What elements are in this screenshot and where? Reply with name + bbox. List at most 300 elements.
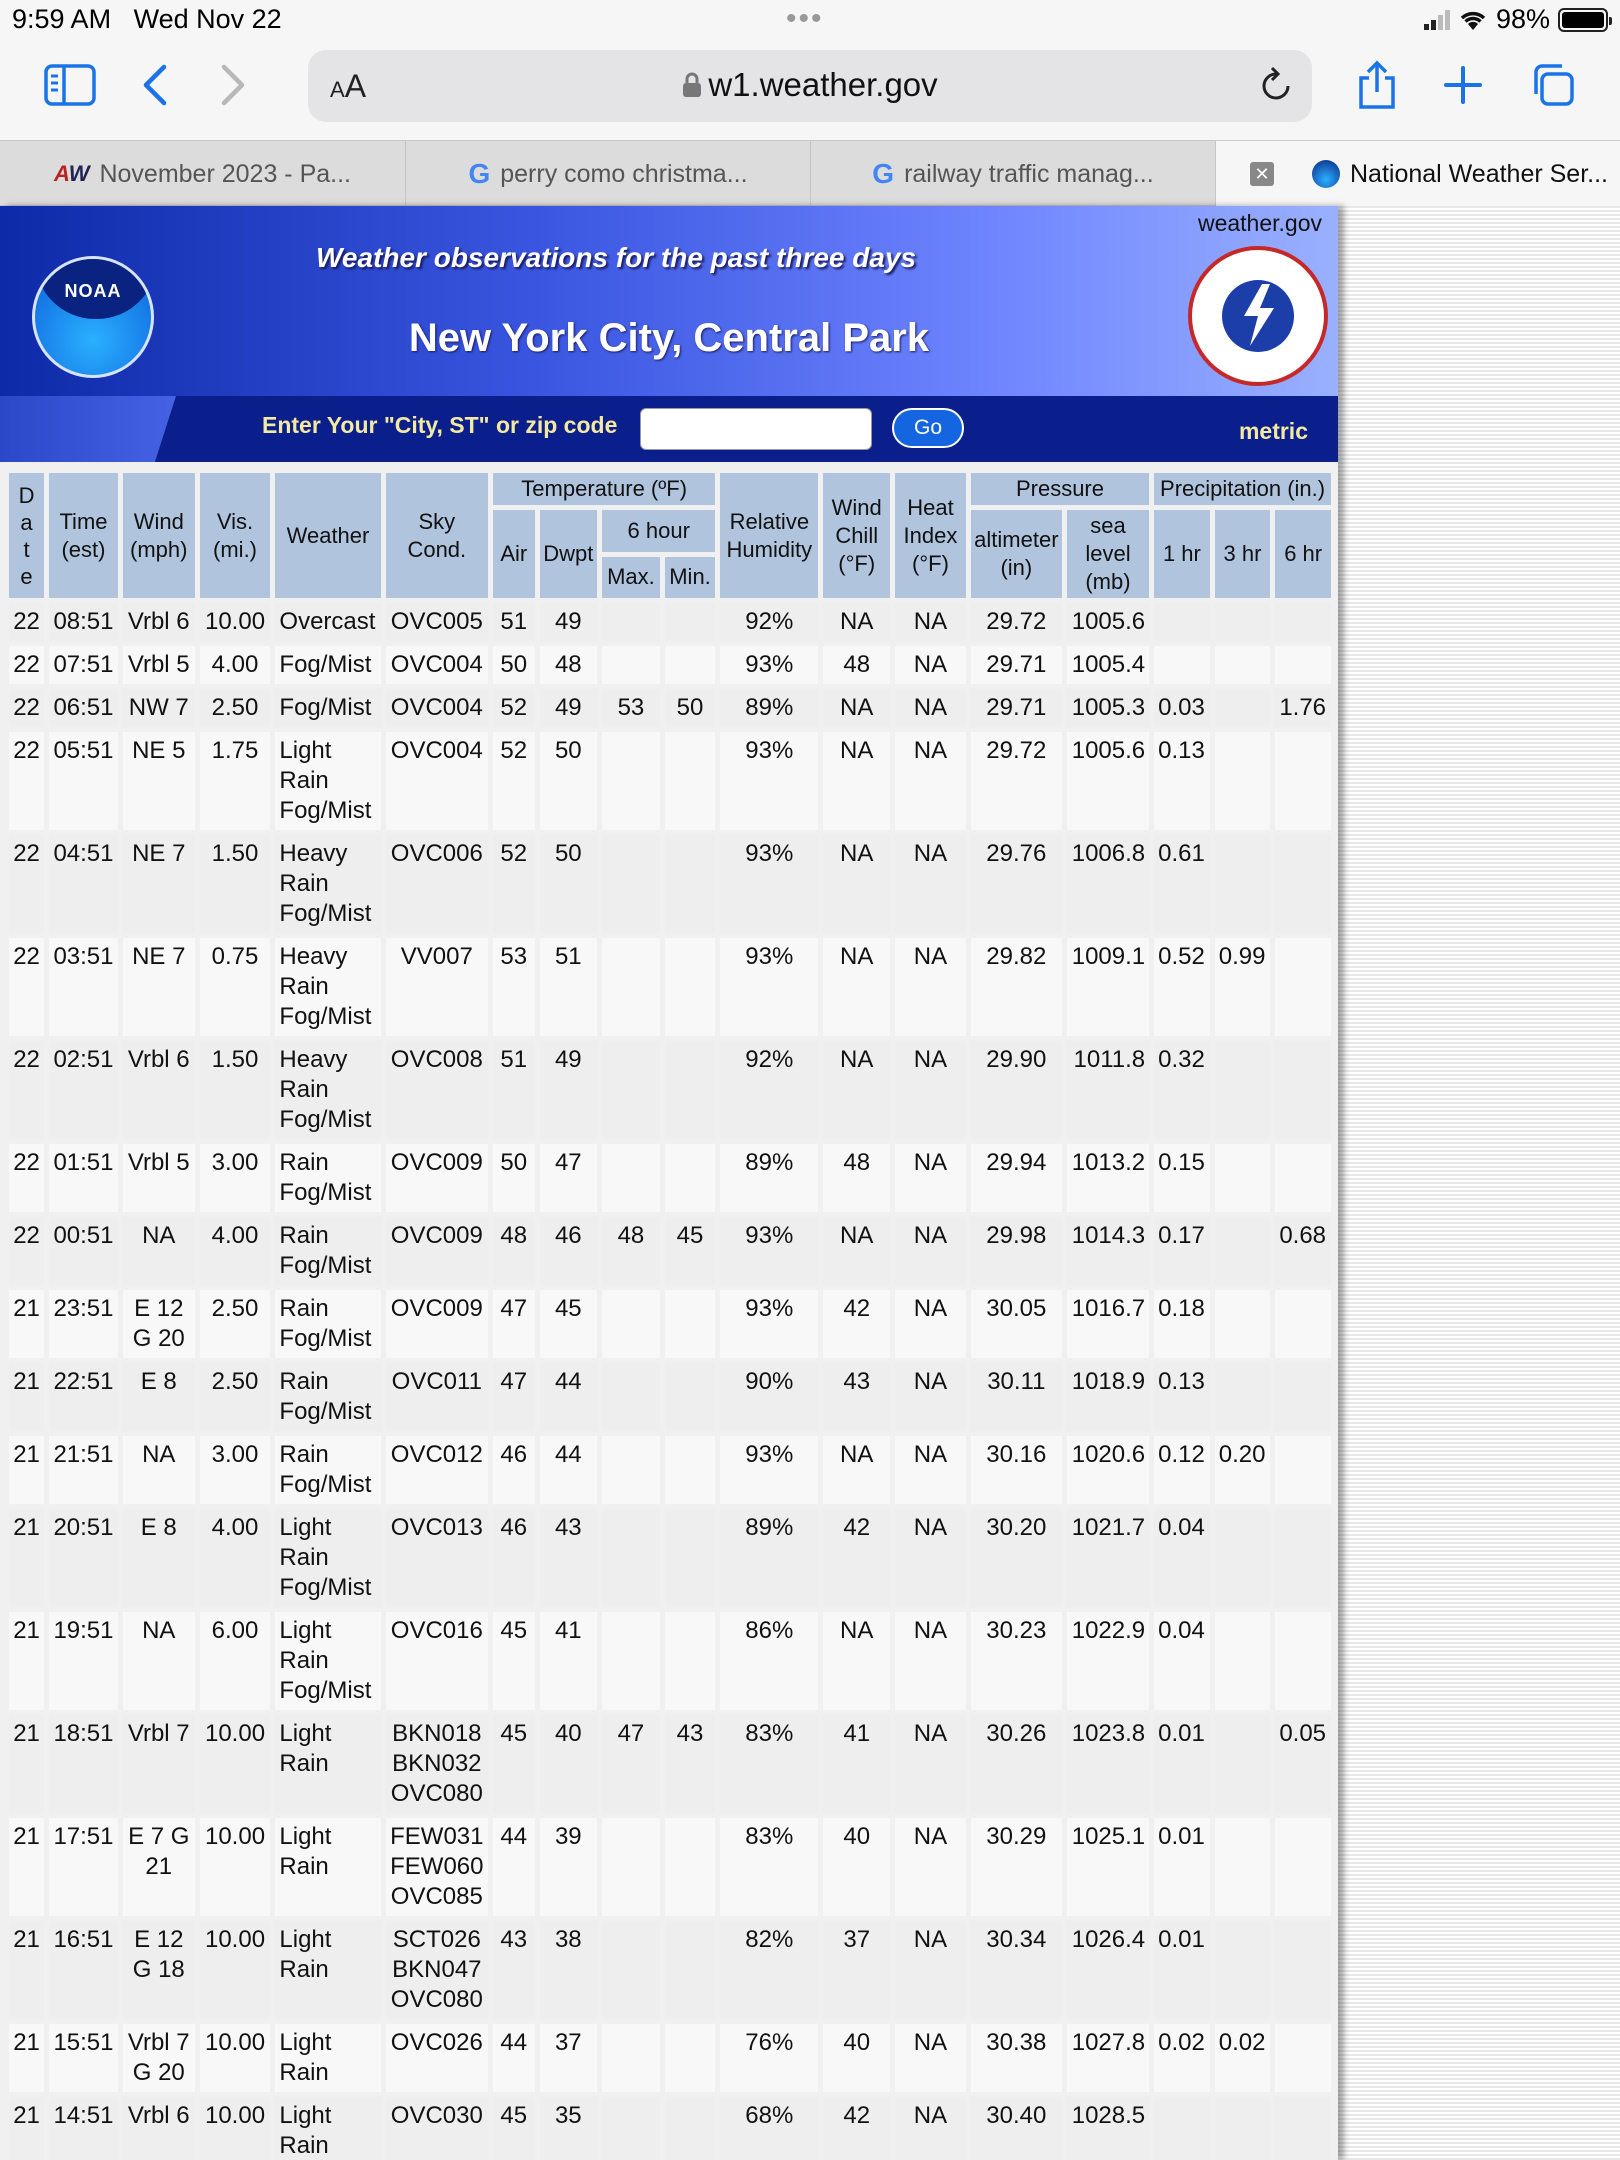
- cell-weather: [275, 1436, 380, 1504]
- cell-wind-line: NE 5: [132, 737, 186, 764]
- cell-weather-line: Fog/Mist: [279, 1398, 372, 1425]
- cell-precip-3hr: [1215, 1041, 1271, 1139]
- cell-weather-line: Rain: [279, 870, 329, 897]
- cell-wind: [123, 732, 195, 830]
- cell-dewpoint: 51: [540, 938, 598, 1036]
- cell-wind-line: NA: [142, 1617, 176, 1644]
- cell-date: 21: [9, 2024, 44, 2092]
- cell-max-temp: [602, 1509, 660, 1607]
- cell-wind-chill: 48: [823, 646, 890, 684]
- observations-body: [9, 603, 1331, 2160]
- header-sea-level: sea level (mb): [1067, 510, 1149, 598]
- cell-weather: [275, 732, 380, 830]
- cell-weather-line: Fog/Mist: [279, 1252, 372, 1279]
- cell-sky-condition: [386, 603, 488, 641]
- cell-time: 01:51: [49, 1144, 118, 1212]
- cell-weather-line: Heavy: [279, 1046, 348, 1073]
- cell-dewpoint: 43: [540, 1509, 598, 1607]
- cell-weather-line: Overcast: [279, 608, 376, 635]
- cell-heat-index: NA: [895, 835, 966, 933]
- cell-heat-index: NA: [895, 2097, 966, 2160]
- cell-dewpoint: 40: [540, 1715, 598, 1813]
- cell-visibility: 2.50: [200, 1290, 271, 1358]
- cell-precip-6hr: [1275, 938, 1331, 1036]
- cell-sea-level: 1005.3: [1067, 689, 1149, 727]
- cell-humidity: 93%: [720, 835, 818, 933]
- table-row: [9, 1436, 1331, 1504]
- cell-sky-condition-line: OVC009: [390, 1149, 483, 1176]
- cell-min-temp: [665, 1818, 716, 1916]
- cell-sky-condition: [386, 1509, 488, 1607]
- cell-precip-3hr: [1215, 1818, 1271, 1916]
- cell-precip-1hr: 0.32: [1154, 1041, 1210, 1139]
- cell-precip-1hr: [1154, 646, 1210, 684]
- cell-precip-3hr: [1215, 1217, 1271, 1285]
- cell-wind-line: E 8: [140, 1514, 177, 1541]
- cell-humidity: 89%: [720, 689, 818, 727]
- browser-toolbar: [0, 44, 1620, 140]
- cell-precip-6hr: [1275, 1436, 1331, 1504]
- cell-weather: [275, 603, 380, 641]
- cell-sky-condition-line: OVC013: [390, 1514, 483, 1541]
- address-bar[interactable]: [308, 50, 1312, 122]
- cell-precip-6hr: [1275, 1612, 1331, 1710]
- cell-date: 21: [9, 1818, 44, 1916]
- cell-time: 00:51: [49, 1217, 118, 1285]
- cell-min-temp: 45: [665, 1217, 716, 1285]
- cell-visibility: 10.00: [200, 1715, 271, 1813]
- cell-wind-line: Vrbl 6: [127, 2102, 190, 2129]
- cell-altimeter: 29.82: [971, 938, 1062, 1036]
- cell-sky-condition-line: OVC030: [390, 2102, 483, 2129]
- cell-min-temp: [665, 1921, 716, 2019]
- cell-altimeter: 30.20: [971, 1509, 1062, 1607]
- cell-dewpoint: 47: [540, 1144, 598, 1212]
- cell-weather-line: Fog/Mist: [279, 694, 372, 721]
- cell-min-temp: [665, 1144, 716, 1212]
- cell-wind: [123, 1363, 195, 1431]
- cell-air-temp: 46: [493, 1436, 534, 1504]
- cell-precip-6hr: [1275, 2097, 1331, 2160]
- cell-dewpoint: 41: [540, 1612, 598, 1710]
- cell-wind: [123, 1217, 195, 1285]
- table-row: [9, 835, 1331, 933]
- header-six-hour: 6 hour: [602, 510, 715, 552]
- cell-max-temp: [602, 646, 660, 684]
- cell-heat-index: NA: [895, 603, 966, 641]
- cell-precip-3hr: [1215, 732, 1271, 830]
- cell-wind-line: NE 7: [132, 943, 186, 970]
- cell-humidity: 83%: [720, 1818, 818, 1916]
- cell-wind-line: 21: [145, 1853, 173, 1880]
- cell-visibility: 3.00: [200, 1436, 271, 1504]
- cell-precip-1hr: [1154, 603, 1210, 641]
- cell-weather: [275, 1041, 380, 1139]
- cell-wind: [123, 1818, 195, 1916]
- cell-sky-condition-line: BKN032: [392, 1750, 482, 1777]
- cell-heat-index: NA: [895, 1217, 966, 1285]
- cell-precip-6hr: [1275, 1921, 1331, 2019]
- cell-weather-line: Heavy: [279, 943, 348, 970]
- status-time: 9:59 AM Wed Nov 22: [12, 4, 282, 34]
- cell-heat-index: NA: [895, 1363, 966, 1431]
- cell-max-temp: 47: [602, 1715, 660, 1813]
- cell-time: 16:51: [49, 1921, 118, 2019]
- cell-altimeter: 29.76: [971, 835, 1062, 933]
- cell-date: 21: [9, 1436, 44, 1504]
- back-icon[interactable]: [138, 62, 172, 108]
- cell-sky-condition-line: BKN018: [392, 1720, 482, 1747]
- cell-air-temp: 45: [493, 2097, 534, 2160]
- cell-date: 22: [9, 646, 44, 684]
- cell-sea-level: 1028.5: [1067, 2097, 1149, 2160]
- cell-time: 23:51: [49, 1290, 118, 1358]
- header-altimeter: altimeter (in): [971, 510, 1062, 598]
- cell-sky-condition-line: OVC004: [390, 694, 483, 721]
- cell-air-temp: 47: [493, 1290, 534, 1358]
- cell-humidity: 76%: [720, 2024, 818, 2092]
- header-precip-6hr: 6 hr: [1275, 510, 1331, 598]
- cell-precip-3hr: 0.20: [1215, 1436, 1271, 1504]
- cell-heat-index: NA: [895, 1290, 966, 1358]
- cell-air-temp: 47: [493, 1363, 534, 1431]
- cell-heat-index: NA: [895, 1921, 966, 2019]
- cell-dewpoint: 49: [540, 603, 598, 641]
- cell-wind-line: Vrbl 5: [127, 1149, 190, 1176]
- sidebar-icon[interactable]: [40, 60, 100, 110]
- cell-wind-line: E 12: [134, 1295, 184, 1322]
- cell-wind-line: Vrbl 5: [127, 651, 190, 678]
- cell-max-temp: [602, 1363, 660, 1431]
- page-title: New York City, Central Park: [408, 316, 930, 360]
- cell-wind-chill: 41: [823, 1715, 890, 1813]
- cell-date: 22: [9, 938, 44, 1036]
- cell-weather: [275, 938, 380, 1036]
- cell-precip-1hr: 0.01: [1154, 1818, 1210, 1916]
- cell-visibility: 4.00: [200, 646, 271, 684]
- cell-sky-condition-line: OVC009: [390, 1295, 483, 1322]
- cell-max-temp: 53: [602, 689, 660, 727]
- cell-precip-6hr: [1275, 835, 1331, 933]
- tab-bar: [0, 140, 1620, 206]
- cell-visibility: 2.50: [200, 689, 271, 727]
- tab-national-weather-service[interactable]: ✕ National Weather Ser...: [1216, 141, 1620, 207]
- cell-precip-1hr: 0.13: [1154, 1363, 1210, 1431]
- cell-weather-line: Rain: [279, 1750, 329, 1777]
- cell-air-temp: 52: [493, 732, 534, 830]
- cell-max-temp: [602, 835, 660, 933]
- header-dewpoint: Dwpt: [540, 510, 598, 598]
- cell-date: 22: [9, 1144, 44, 1212]
- cell-humidity: 93%: [720, 1436, 818, 1504]
- cell-sky-condition: [386, 2097, 488, 2160]
- cell-dewpoint: 44: [540, 1436, 598, 1504]
- cell-sky-condition-line: OVC005: [390, 608, 483, 635]
- search-label: Enter Your "City, ST" or zip code: [262, 412, 618, 438]
- cell-wind: [123, 835, 195, 933]
- cell-sky-condition: [386, 1436, 488, 1504]
- table-row: [9, 2024, 1331, 2092]
- cell-weather-line: Fog/Mist: [279, 797, 372, 824]
- cell-dewpoint: 49: [540, 689, 598, 727]
- cell-altimeter: 29.94: [971, 1144, 1062, 1212]
- cell-date: 21: [9, 1363, 44, 1431]
- cell-wind-chill: 42: [823, 1290, 890, 1358]
- cell-sky-condition: [386, 689, 488, 727]
- cell-precip-6hr: [1275, 732, 1331, 830]
- reload-icon[interactable]: [1258, 66, 1294, 109]
- cell-precip-1hr: 0.01: [1154, 1921, 1210, 2019]
- cell-weather-line: Rain: [279, 1853, 329, 1880]
- cell-wind-chill: 37: [823, 1921, 890, 2019]
- tab-perry-como[interactable]: G perry como christma...: [406, 141, 811, 207]
- cell-sky-condition-line: OVC080: [390, 1986, 483, 2013]
- tab-railway-traffic[interactable]: G railway traffic manag...: [811, 141, 1216, 207]
- cell-humidity: 68%: [720, 2097, 818, 2160]
- cell-precip-3hr: [1215, 1509, 1271, 1607]
- reader-aa-button[interactable]: AA: [330, 68, 367, 104]
- cell-min-temp: 50: [665, 689, 716, 727]
- cell-sea-level: 1005.6: [1067, 603, 1149, 641]
- cell-time: 18:51: [49, 1715, 118, 1813]
- cell-altimeter: 30.29: [971, 1818, 1062, 1916]
- cell-date: 22: [9, 603, 44, 641]
- cell-wind: [123, 1041, 195, 1139]
- cell-dewpoint: 50: [540, 835, 598, 933]
- cell-air-temp: 51: [493, 603, 534, 641]
- cell-min-temp: [665, 938, 716, 1036]
- cell-precip-3hr: [1215, 1612, 1271, 1710]
- cell-humidity: 86%: [720, 1612, 818, 1710]
- cell-date: 22: [9, 689, 44, 727]
- cell-wind: [123, 1612, 195, 1710]
- google-favicon-icon: G: [872, 158, 895, 189]
- cell-time: 22:51: [49, 1363, 118, 1431]
- cell-sea-level: 1013.2: [1067, 1144, 1149, 1212]
- noaa-logo[interactable]: NOAA: [32, 256, 154, 378]
- cell-humidity: 93%: [720, 1290, 818, 1358]
- cell-precip-1hr: 0.15: [1154, 1144, 1210, 1212]
- cell-wind-line: NW 7: [128, 694, 189, 721]
- cell-weather-line: Light: [279, 1926, 332, 1953]
- cell-visibility: 3.00: [200, 1144, 271, 1212]
- cell-weather-line: Rain: [279, 1149, 329, 1176]
- cell-time: 17:51: [49, 1818, 118, 1916]
- cell-sky-condition: [386, 1921, 488, 2019]
- almanac-favicon-icon: AW: [54, 161, 90, 186]
- header-date: D a t e: [9, 473, 44, 598]
- cell-max-temp: 48: [602, 1217, 660, 1285]
- header-wind: Wind (mph): [123, 473, 195, 598]
- cell-sky-condition: [386, 1041, 488, 1139]
- cell-precip-1hr: 0.13: [1154, 732, 1210, 830]
- cell-heat-index: NA: [895, 1509, 966, 1607]
- cell-max-temp: [602, 1290, 660, 1358]
- cell-air-temp: 48: [493, 1217, 534, 1285]
- cell-wind-chill: NA: [823, 938, 890, 1036]
- cell-weather-line: Rain: [279, 767, 329, 794]
- cell-weather: [275, 2097, 380, 2160]
- cell-weather-line: Fog/Mist: [279, 1574, 372, 1601]
- tabs-overview-icon[interactable]: [1526, 60, 1578, 110]
- cell-min-temp: [665, 1436, 716, 1504]
- cell-wind: [123, 1144, 195, 1212]
- cell-wind-line: G 18: [132, 1956, 185, 1983]
- cell-min-temp: 43: [665, 1715, 716, 1813]
- cell-weather-line: Light: [279, 1823, 332, 1850]
- cell-sky-condition: [386, 1290, 488, 1358]
- cell-precip-6hr: [1275, 1509, 1331, 1607]
- cell-precip-1hr: 0.04: [1154, 1509, 1210, 1607]
- forward-icon[interactable]: [216, 62, 250, 108]
- cell-sea-level: 1026.4: [1067, 1921, 1149, 2019]
- cell-wind: [123, 1436, 195, 1504]
- cell-max-temp: [602, 2024, 660, 2092]
- cell-wind-chill: NA: [823, 689, 890, 727]
- cell-visibility: 1.50: [200, 835, 271, 933]
- cell-visibility: 6.00: [200, 1612, 271, 1710]
- cell-min-temp: [665, 732, 716, 830]
- cell-wind-line: NA: [142, 1222, 176, 1249]
- battery-icon: [1558, 8, 1608, 32]
- header-precip-3hr: 3 hr: [1215, 510, 1271, 598]
- banner-subtitle: Weather observations for the past three days: [316, 242, 917, 273]
- cell-humidity: 83%: [720, 1715, 818, 1813]
- cell-precip-6hr: [1275, 603, 1331, 641]
- cell-weather-line: Rain: [279, 1544, 329, 1571]
- nws-logo[interactable]: [1188, 246, 1328, 386]
- cell-weather-line: Rain: [279, 1647, 329, 1674]
- cell-precip-1hr: 0.52: [1154, 938, 1210, 1036]
- cell-sky-condition: [386, 1144, 488, 1212]
- cell-time: 19:51: [49, 1612, 118, 1710]
- cell-heat-index: NA: [895, 1612, 966, 1710]
- cell-wind-line: G 20: [132, 2059, 185, 2086]
- cell-min-temp: [665, 1363, 716, 1431]
- cell-sky-condition: [386, 1363, 488, 1431]
- cell-heat-index: NA: [895, 1818, 966, 1916]
- cell-precip-6hr: [1275, 1041, 1331, 1139]
- cell-sky-condition-line: FEW031: [390, 1823, 484, 1850]
- cell-weather-line: Fog/Mist: [279, 1003, 372, 1030]
- cell-sky-condition-line: OVC004: [390, 737, 483, 764]
- cell-dewpoint: 49: [540, 1041, 598, 1139]
- cell-sea-level: 1018.9: [1067, 1363, 1149, 1431]
- cell-sea-level: 1005.4: [1067, 646, 1149, 684]
- cell-date: 21: [9, 2097, 44, 2160]
- tab-november-2023[interactable]: AW November 2023 - Pa...: [0, 141, 406, 207]
- table-row: [9, 938, 1331, 1036]
- cell-sky-condition-line: FEW060: [390, 1853, 484, 1880]
- cell-visibility: 10.00: [200, 2097, 271, 2160]
- metric-link[interactable]: metric: [1238, 418, 1308, 444]
- cell-precip-6hr: 0.05: [1275, 1715, 1331, 1813]
- cell-heat-index: NA: [895, 646, 966, 684]
- cell-weather: [275, 835, 380, 933]
- cell-weather-line: Fog/Mist: [279, 900, 372, 927]
- cell-date: 22: [9, 732, 44, 830]
- cell-altimeter: 30.38: [971, 2024, 1062, 2092]
- cell-sky-condition-line: SCT026: [392, 1926, 481, 1953]
- cell-heat-index: NA: [895, 732, 966, 830]
- cell-air-temp: 43: [493, 1921, 534, 2019]
- cell-precip-1hr: 0.03: [1154, 689, 1210, 727]
- weather-gov-link[interactable]: weather.gov: [1197, 210, 1322, 236]
- close-tab-icon[interactable]: ✕: [1250, 162, 1274, 186]
- cell-weather-line: Rain: [279, 2132, 329, 2159]
- cell-max-temp: [602, 1041, 660, 1139]
- cell-air-temp: 53: [493, 938, 534, 1036]
- battery-percent: 98%: [1495, 4, 1550, 34]
- cell-weather: [275, 1144, 380, 1212]
- cell-altimeter: 30.05: [971, 1290, 1062, 1358]
- location-search-input[interactable]: [640, 408, 872, 450]
- multitask-dots[interactable]: •••: [786, 2, 824, 35]
- cell-wind: [123, 1715, 195, 1813]
- header-time: Time (est): [49, 473, 118, 598]
- cell-sky-condition-line: OVC085: [390, 1883, 483, 1910]
- cell-precip-1hr: 0.17: [1154, 1217, 1210, 1285]
- cell-date: 22: [9, 1041, 44, 1139]
- cell-sky-condition: [386, 1612, 488, 1710]
- go-button[interactable]: Go: [892, 408, 964, 448]
- cell-weather-line: Light: [279, 737, 332, 764]
- cell-wind: [123, 646, 195, 684]
- cell-wind-line: Vrbl 7: [127, 1720, 190, 1747]
- cell-weather-line: Light: [279, 1617, 332, 1644]
- cell-air-temp: 50: [493, 1144, 534, 1212]
- cell-precip-3hr: 0.02: [1215, 2024, 1271, 2092]
- url-text[interactable]: w1.weather.gov: [308, 66, 1312, 104]
- cell-min-temp: [665, 603, 716, 641]
- cell-date: 22: [9, 1217, 44, 1285]
- cell-sea-level: 1020.6: [1067, 1436, 1149, 1504]
- web-content[interactable]: [0, 206, 1620, 2160]
- cell-heat-index: NA: [895, 1041, 966, 1139]
- cell-min-temp: [665, 1612, 716, 1710]
- cell-precip-3hr: [1215, 1715, 1271, 1813]
- new-tab-icon[interactable]: [1440, 62, 1486, 108]
- cell-sky-condition: [386, 1715, 488, 1813]
- cell-sea-level: 1027.8: [1067, 2024, 1149, 2092]
- cell-time: 21:51: [49, 1436, 118, 1504]
- cell-wind-chill: 42: [823, 2097, 890, 2160]
- cell-max-temp: [602, 1921, 660, 2019]
- cell-heat-index: NA: [895, 938, 966, 1036]
- cell-sky-condition-line: VV007: [400, 943, 473, 970]
- cell-wind: [123, 1290, 195, 1358]
- cell-min-temp: [665, 2097, 716, 2160]
- cell-heat-index: NA: [895, 689, 966, 727]
- cell-precip-3hr: [1215, 689, 1271, 727]
- table-row: [9, 603, 1331, 641]
- cell-humidity: 93%: [720, 938, 818, 1036]
- cell-wind-line: Vrbl 7: [127, 2029, 190, 2056]
- share-icon[interactable]: [1352, 58, 1402, 112]
- cell-wind: [123, 2097, 195, 2160]
- cell-humidity: 89%: [720, 1144, 818, 1212]
- table-row: [9, 1144, 1331, 1212]
- cell-min-temp: [665, 1041, 716, 1139]
- cell-weather: [275, 1290, 380, 1358]
- cell-sea-level: 1006.8: [1067, 835, 1149, 933]
- weather-page: [0, 206, 1338, 2160]
- table-row: [9, 1041, 1331, 1139]
- status-bar: [0, 0, 1620, 44]
- cell-date: 22: [9, 835, 44, 933]
- cell-sea-level: 1009.1: [1067, 938, 1149, 1036]
- cell-weather-line: Light: [279, 2102, 332, 2129]
